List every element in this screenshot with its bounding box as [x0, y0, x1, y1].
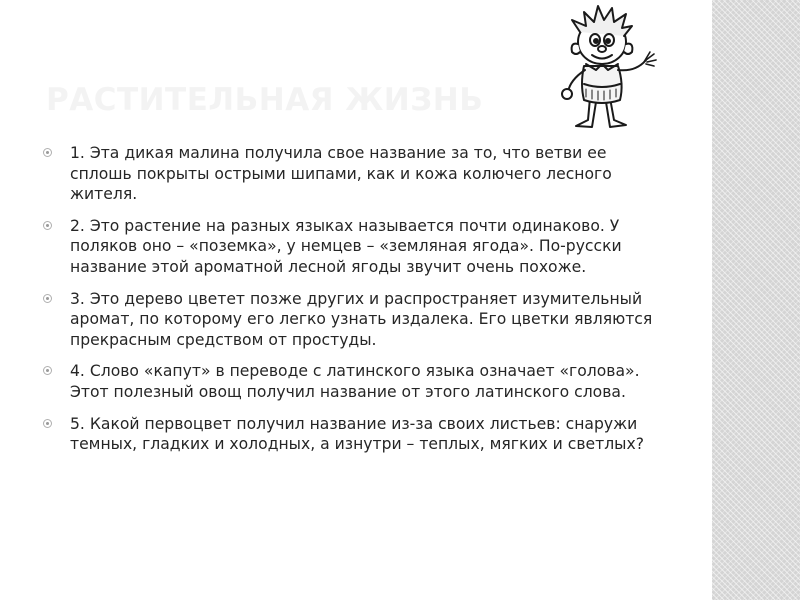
slide-title: РАСТИТЕЛЬНАЯ ЖИЗНЬ — [46, 82, 484, 118]
list-item — [40, 414, 670, 455]
bullet-icon — [43, 419, 52, 428]
list-item — [40, 216, 670, 278]
item-text: 4. Слово «капут» в переводе с латинского языка означает «голова». Этот полезный овощ получил название от этого латинского слова. — [70, 362, 640, 401]
bullet-icon — [43, 294, 52, 303]
item-text: 5. Какой первоцвет получил название из-за своих листьев: снаружи темных, гладких и холодных, а изнутри – теплых, мягких и светлых? — [70, 414, 644, 454]
question-list — [40, 143, 670, 466]
decorative-side-band — [712, 0, 800, 600]
list-item — [40, 289, 670, 351]
bullet-icon — [43, 221, 52, 230]
list-item — [40, 361, 670, 402]
cartoon-kid-mascot-icon — [540, 2, 670, 132]
bullet-icon — [43, 366, 52, 375]
item-text: 2. Это растение на разных языках называется почти одинаково. У поляков оно – «поземка», у немцев – «земляная ягода». По-русски название этой ароматной лесной ягоды звучит очень похоже. — [70, 216, 622, 276]
bullet-icon — [43, 148, 52, 157]
item-text: 1. Эта дикая малина получила свое название за то, что ветви ее сплошь покрыты острыми шипами, как и кожа колючего лесного жителя. — [70, 144, 612, 204]
item-text: 3. Это дерево цветет позже других и распространяет изумительный аромат, по которому его легко узнать издалека. Его цветки являются прекрасным средством от простуды. — [70, 289, 653, 349]
list-item — [40, 143, 670, 205]
